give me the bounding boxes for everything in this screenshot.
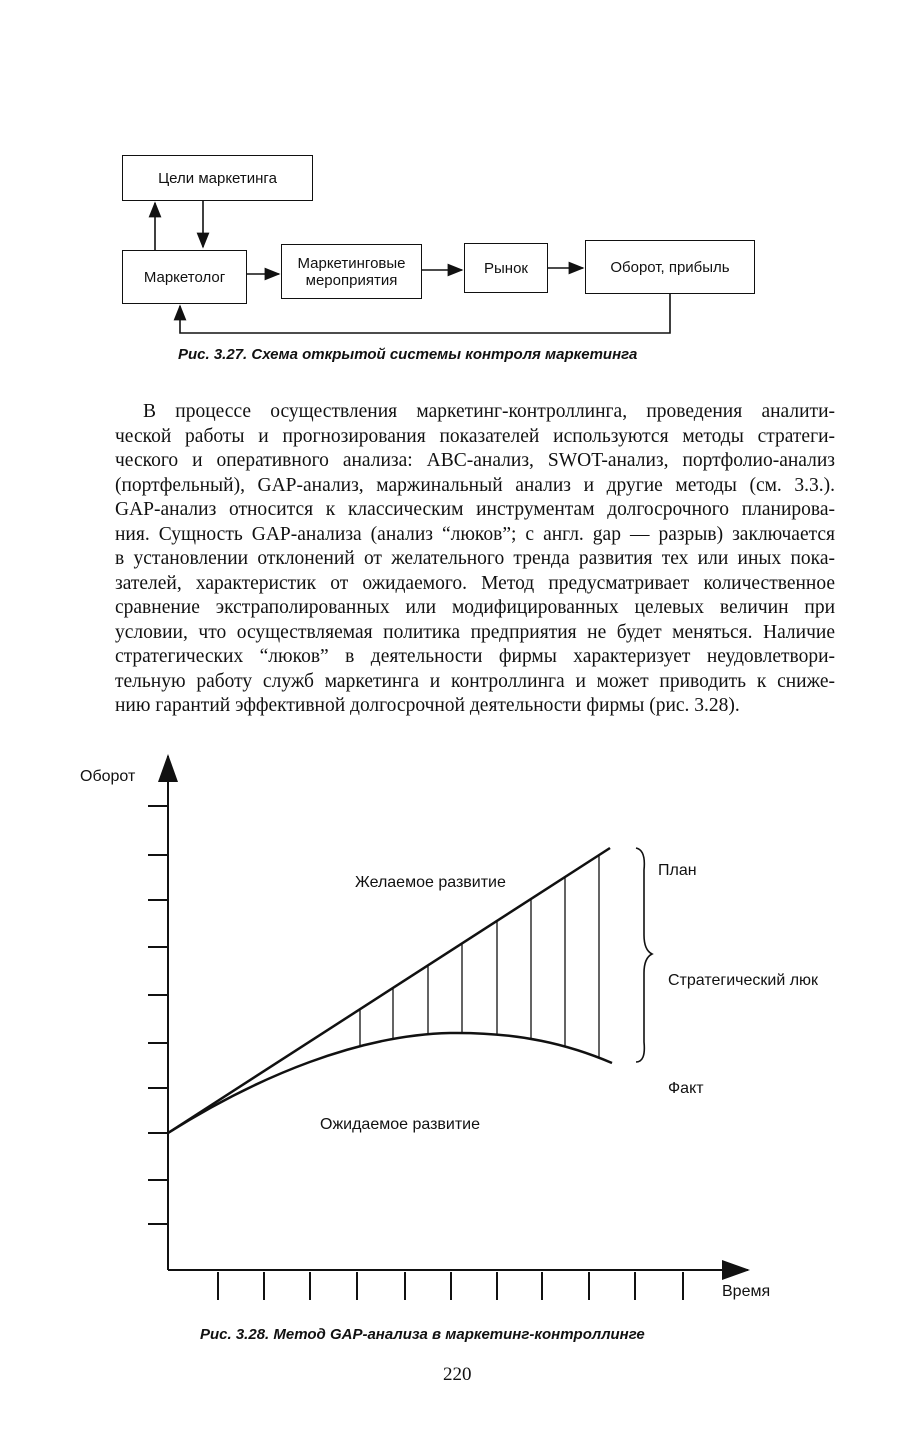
- expected-development-label: Ожидаемое развитие: [320, 1116, 481, 1133]
- box-market: [464, 243, 548, 293]
- x-axis-ticks: [218, 1272, 683, 1300]
- y-axis-ticks: [148, 806, 168, 1224]
- box-marketer: [122, 250, 247, 304]
- paragraph-line: GAP-анализ относится к классическим инструментам долгосрочного планирова-: [115, 499, 835, 520]
- box-label: Рынок: [484, 259, 528, 277]
- box-label: Оборот, прибыль: [610, 258, 730, 276]
- box-turnover-profit: [585, 240, 755, 294]
- x-axis-label: Время: [722, 1283, 771, 1300]
- paragraph-line: зателей, характеристик от ожидаемого. Метод предусматривает количественное: [115, 572, 835, 594]
- y-axis-label: Оборот: [80, 768, 136, 785]
- figure-3-27-caption: Рис. 3.27. Схема открытой системы контроля маркетинга: [178, 346, 638, 363]
- paragraph-line: нию гарантий эффективной долгосрочной деятельности фирмы (рис. 3.28).: [115, 695, 740, 716]
- box-label: мероприятия: [305, 271, 398, 289]
- fact-label: Факт: [668, 1080, 704, 1097]
- paragraph-line: ческого и оперативного анализа: ABC-анализ, SWOT-анализ, портфолио-анализ: [115, 450, 835, 471]
- paragraph-line: (портфельный), GAP-анализ, маржинальный анализ и другие методы (см. 3.3.).: [115, 474, 835, 496]
- page-number: 220: [443, 1364, 472, 1385]
- box-marketing-activities: [281, 244, 422, 299]
- paragraph-line: в установлении отклонений от желательного тренда развития тех или иных пока-: [115, 548, 835, 569]
- paragraph-line: сравнение экстраполированных или модифицированных целевых величин при: [115, 597, 835, 618]
- feedback-arrow: [180, 293, 670, 333]
- strategic-gap-label: Стратегический люк: [668, 972, 819, 989]
- box-label: Маркетолог: [143, 268, 226, 286]
- gap-brace: [636, 848, 652, 1062]
- paragraph-line: стратегических “люков” в деятельности фирмы характеризует неудовлетвори-: [115, 646, 835, 667]
- box-label: Цели маркетинга: [158, 169, 277, 187]
- paragraph-line: В процессе осуществления маркетинг-контроллинга, проведения аналити-: [143, 401, 835, 422]
- plan-label: План: [658, 862, 697, 879]
- desired-development-label: Желаемое развитие: [355, 874, 506, 891]
- figure-3-28-caption: Рис. 3.28. Метод GAP-анализа в маркетинг-контроллинге: [200, 1326, 645, 1343]
- paragraph-line: условии, что осуществляемая политика предприятия не будет меняться. Наличие: [115, 621, 835, 643]
- box-label: Маркетинговые: [297, 254, 406, 272]
- gap-analysis-diagram: [0, 740, 916, 1320]
- paragraph-line: ния. Сущность GAP-анализа (анализ “люков”; с англ. gap — разрыв) заключается: [115, 523, 835, 545]
- box-marketing-goals: [122, 155, 313, 201]
- paragraph-line: ческой работы и прогнозирования показателей используются методы стратеги-: [115, 425, 835, 447]
- paragraph-line: тельную работу служб маркетинга и контроллинга и может приводить к сниже-: [115, 670, 835, 692]
